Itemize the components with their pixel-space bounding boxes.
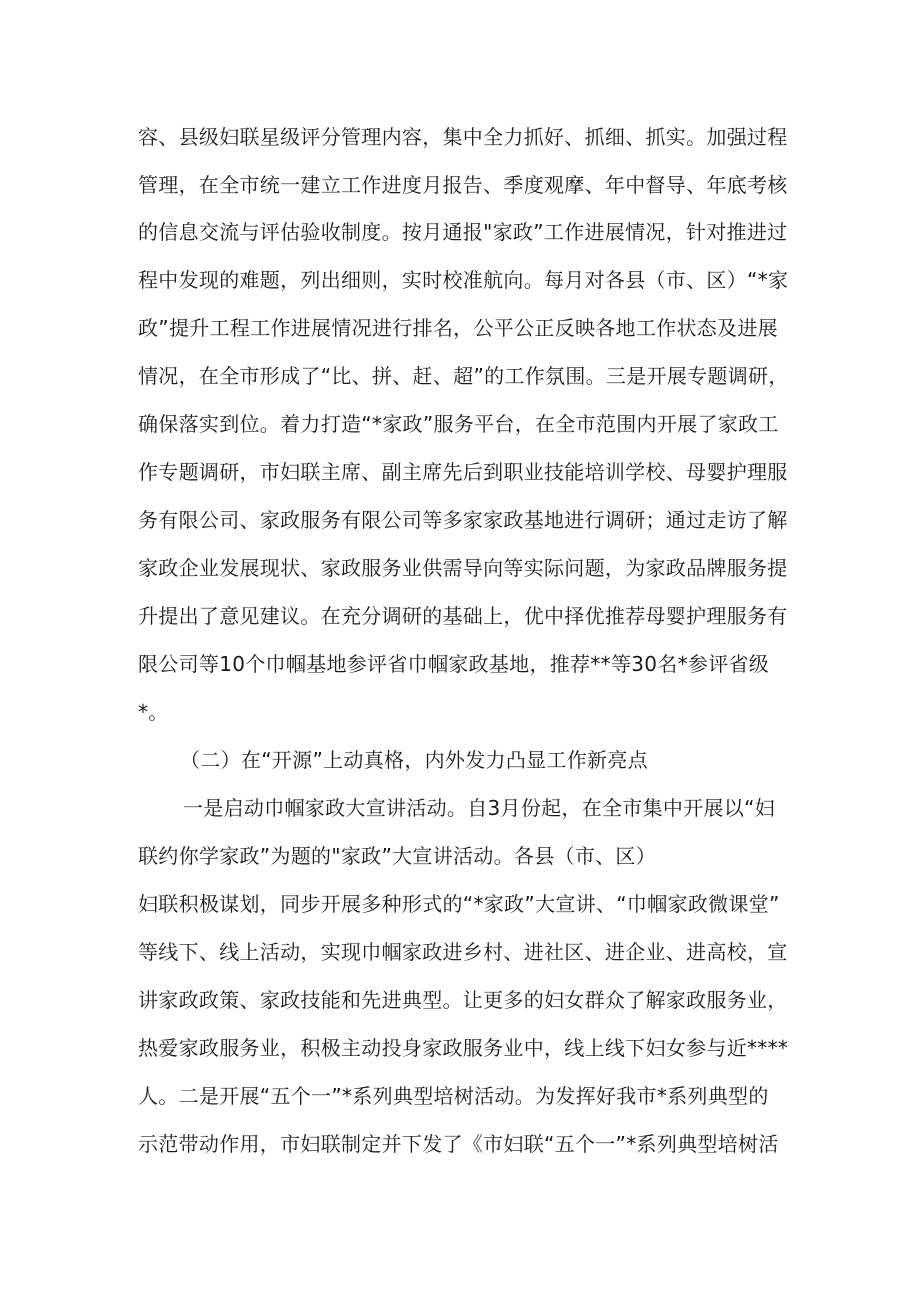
text-line: 限公司等10个巾帼基地参评省巾帼家政基地，推荐**等30名*参评省级 bbox=[138, 652, 770, 676]
text-line: 一是启动巾帼家政大宣讲活动。自3月份起，在全市集中开展以“妇 bbox=[183, 796, 776, 820]
section-heading: （二）在“开源”上动真格，内外发力凸显工作新亮点 bbox=[180, 748, 648, 772]
text-line: 家政企业发展现状、家政服务业供需导向等实际问题，为家政品牌服务提 bbox=[138, 556, 788, 580]
text-line: 人。二是开展“五个一”*系列典型培树活动。为发挥好我市*系列典型的 bbox=[138, 1084, 769, 1108]
text-line: 联约你学家政”为题的"家政”大宣讲活动。各县（市、区） bbox=[138, 844, 657, 868]
text-line: *。 bbox=[138, 700, 169, 724]
text-line: 程中发现的难题，列出细则，实时校准航向。每月对各县（市、区）“*家 bbox=[138, 268, 789, 292]
text-line: 容、县级妇联星级评分管理内容，集中全力抓好、抓细、抓实。加强过程 bbox=[138, 125, 788, 149]
text-line: 确保落实到位。着力打造“*家政”服务平台，在全市范围内开展了家政工 bbox=[138, 412, 779, 436]
text-line: 作专题调研，市妇联主席、副主席先后到职业技能培训学校、母婴护理服 bbox=[138, 460, 788, 484]
text-line: 示范带动作用，市妇联制定并下发了《市妇联“五个一”*系列典型培树活 bbox=[138, 1132, 779, 1156]
text-line: 热爱家政服务业，积极主动投身家政服务业中，线上线下妇女参与近**** bbox=[138, 1036, 789, 1060]
text-line: 务有限公司、家政服务有限公司等多家家政基地进行调研；通过走访了解 bbox=[138, 508, 788, 532]
text-line: 管理，在全市统一建立工作进度月报告、季度观摩、年中督导、年底考核 bbox=[138, 173, 788, 197]
text-line: 的信息交流与评估验收制度。按月通报"家政”工作进展情况，针对推进过 bbox=[138, 220, 788, 244]
text-line: 情况，在全市形成了“比、拼、赶、超”的工作氛围。三是开展专题调研， bbox=[138, 364, 789, 388]
text-line: 升提出了意见建议。在充分调研的基础上，优中择优推荐母婴护理服务有 bbox=[138, 604, 788, 628]
text-line: 政”提升工程工作进展情况进行排名，公平公正反映各地工作状态及进展 bbox=[138, 316, 778, 340]
text-line: 讲家政政策、家政技能和先进典型。让更多的妇女群众了解家政服务业， bbox=[138, 988, 788, 1012]
text-line: 等线下、线上活动，实现巾帼家政进乡村、进社区、进企业、进高校，宣 bbox=[138, 940, 788, 964]
text-line: 妇联积极谋划，同步开展多种形式的“*家政”大宣讲、“巾帼家政微课堂” bbox=[138, 892, 780, 916]
